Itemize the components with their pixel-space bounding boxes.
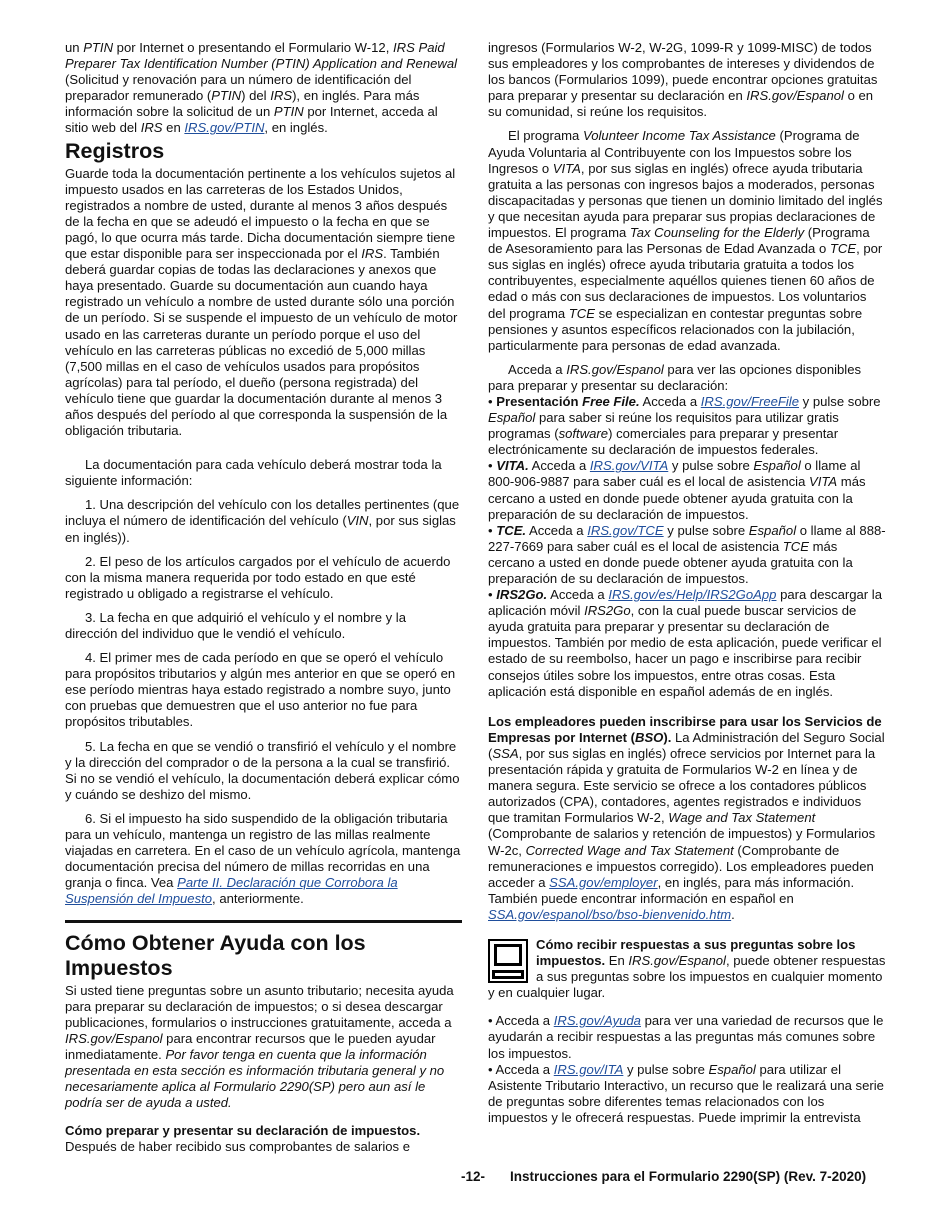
- text-run: IRS.gov/Espanol: [746, 88, 844, 104]
- record-item-3: 3. La fecha en que adquirió el vehículo y el nombre y la dirección del individuo que le vendió el vehículo.: [65, 609, 407, 641]
- record-item-2: 2. El peso de los artículos cargados por el vehículo de acuerdo con la misma manera requerida por todo estado en que esté registrado u obligado a registrarse el vehículo.: [65, 553, 451, 601]
- text-run: IRS: [140, 120, 163, 136]
- text-run: o llame al 888-227-7669 para saber cuál es el local de asistencia: [488, 522, 886, 554]
- text-run: Si usted tiene preguntas sobre un asunto tributario; necesita ayuda para preparar su declaración de impuestos; o si desea descargar publicaciones, formularios o instrucciones gratuitamente, acceda a: [65, 982, 454, 1030]
- text-run: Tax Counseling for the Elderly: [629, 225, 805, 241]
- text-run: Español: [488, 410, 536, 426]
- page-number: -12-: [461, 1169, 486, 1184]
- vita-tce-paragraph: [488, 128, 886, 353]
- text-run: Wage and Tax Statement: [668, 810, 816, 826]
- text-run: (Comprobante de salarios y retención de impuestos) y Formularios W-2c,: [488, 826, 876, 858]
- link[interactable]: IRS.gov/FreeFile: [700, 393, 800, 409]
- text-run: PTIN: [211, 88, 242, 104]
- text-run: más cercano a usted en donde puede obtener ayuda gratuita con la preparación de su declaración de impuestos.: [488, 538, 853, 586]
- bullet-irs2go: [488, 587, 886, 700]
- record-item-6: [65, 811, 462, 908]
- text-run: Español: [753, 458, 801, 474]
- text-run: IRS.gov/Espanol: [65, 1030, 163, 1046]
- text-run: IRS.gov/Espanol: [628, 953, 726, 969]
- computer-icon: [488, 939, 528, 983]
- text-run: .: [731, 906, 735, 922]
- text-run: , en inglés.: [264, 120, 328, 136]
- text-run: en: [162, 120, 185, 136]
- text-run: se especializan en contestar preguntas sobre pensiones y asuntos específicos relacionados con la jubilación, particularmente para personas de edad avanzada.: [488, 305, 863, 353]
- text-run: (Comprobante de remuneraciones e impuestos corregido). Los empleadores pueden acceder a: [488, 842, 874, 890]
- text-run: SSA: [492, 745, 519, 761]
- text-run: Los empleadores pueden inscribirse para usar los Servicios de Empresas por Internet (: [488, 713, 882, 745]
- text-run: El programa: [508, 128, 583, 144]
- text-run: IRS2Go: [584, 603, 631, 619]
- text-run: (Solicitud y renovación para un número de identificación del preparador remunerado (: [65, 72, 412, 104]
- link[interactable]: IRS.gov/VITA: [589, 458, 669, 474]
- text-run: ).: [663, 729, 672, 745]
- text-run: PTIN: [273, 104, 304, 120]
- text-run: , por sus siglas en inglés) ofrece ayuda tributaria gratuita a las personas con ingresos bajos a moderados, personas discapacitadas y personas que tienen un dominio limitado del inglés y que necesitan ayuda para preparar sus propias declaraciones de impuestos. El programa: [488, 160, 883, 241]
- text-run: por Internet o presentando el Formulario W-12,: [113, 40, 393, 55]
- text-run: TCE: [782, 538, 809, 554]
- text-run: Acceda a: [547, 587, 609, 603]
- text-run: Cómo recibir respuestas a sus preguntas sobre los impuestos.: [536, 936, 856, 969]
- text-run: ), en inglés. Para más información sobre la solicitud de un: [65, 88, 420, 120]
- text-run: , por sus siglas en inglés) ofrece ayuda tributaria gratuita a todos los contribuyentes, especialmente aquéllos quienes tienen 60 años de edad o más con sus declaraciones de impuestos. Los voluntarios del programa: [488, 241, 883, 321]
- text-run: Volunteer Income Tax Assistance: [582, 128, 776, 144]
- ayuda-paragraph: [65, 983, 462, 1112]
- link[interactable]: IRS.gov/TCE: [587, 522, 664, 538]
- right-column: [488, 40, 886, 1126]
- link[interactable]: IRS.gov/es/Help/IRS2GoApp: [608, 587, 777, 603]
- registros-info-paragraph: La documentación para cada vehículo deberá mostrar toda la siguiente información:: [65, 457, 442, 489]
- text-run: y pulse sobre: [799, 393, 881, 409]
- text-run: . También deberá guardar copias de todas las declaraciones y anexos que haya presentado. Guarde su documentación aun cuando haya registrado un vehículo a nombre de usted durante sólo una porción de un período. Si se suspende el impuesto de un vehículo de motor usado en las carreteras durante un período porque el uso del vehículo en las carreteras públicas no excedió de 5,000 millas (7,500 millas en el caso de vehículos usados para propósitos agrícolas) para tal período, el dueño (persona registrada) del vehículo tiene que guardar la documentación durante al menos 3 años después del período al que corresponda la suspensión de la obligación tributaria.: [65, 246, 458, 439]
- bullet-tce: [488, 523, 886, 587]
- bullet-ayuda: [488, 1013, 886, 1061]
- ingresos-paragraph: [488, 40, 886, 120]
- text-run: BSO: [634, 729, 664, 745]
- text-run: y pulse sobre: [663, 522, 749, 538]
- text-run: para descargar la aplicación móvil: [488, 587, 882, 619]
- registros-paragraph: [65, 166, 462, 440]
- link[interactable]: Parte II. Declaración que Corrobora la Suspensión del Impuesto: [65, 875, 398, 907]
- text-run: 6. Si el impuesto ha sido suspendido de la obligación tributaria para un vehículo, mantenga un registro de las millas realmente viajadas en carretera. En el caso de un vehículo agrícola, mantenga documentación precisa del número de millas recorridas en una granja o finca. Vea: [65, 810, 461, 891]
- link[interactable]: SSA.gov/espanol/bso/bso-bienvenido.htm: [488, 906, 732, 922]
- text-run: TCE.: [496, 522, 527, 538]
- link[interactable]: IRS.gov/ITA: [553, 1061, 624, 1077]
- text-run: • Acceda a: [488, 1013, 554, 1029]
- text-run: VITA: [552, 160, 581, 176]
- record-item-1: [65, 497, 462, 545]
- text-run: VIN: [346, 513, 369, 529]
- left-column: [65, 40, 462, 1155]
- text-run: Free File.: [582, 393, 640, 409]
- text-run: o en su comunidad, si reúne los requisitos.: [488, 88, 874, 120]
- text-run: , con la cual puede buscar servicios de ayuda gratuita para preparar y presentar su declaración de impuestos. También por medio de esta aplicación, puede verificar el estado de su reembolso, hacer un pago e inscribirse para recibir consejos útiles sobre los impuestos, entre otras cosas. Esta aplicación está disponible en español además de en inglés.: [488, 603, 882, 699]
- text-run: Después de haber recibido sus comprobantes de salarios e: [65, 1139, 411, 1155]
- text-run: Guarde toda la documentación pertinente a los vehículos sujetos al impuesto usados en las carreteras de los Estados Unidos, registrados a nombre de usted, durante al menos 3 años después de la fecha en que se adeudó el impuesto o la fecha en que se pagó, lo que ocurra más tarde. Dicha documentación siempre tiene que estar disponible para ser inspeccionada por el: [65, 165, 456, 262]
- text-run: Español: [748, 522, 797, 538]
- text-run: , por sus siglas en inglés) ofrece servicios por Internet para la presentación rápida y gratuita de Formularios W-2 en línea y de manera segura. Este servicio se ofrece a los contadores públicos autorizados (CPA), contadores, agentes registrados e individuos que tramitan Formularios W-2,: [488, 745, 876, 826]
- ptin-paragraph: [65, 40, 462, 137]
- text-run: En: [605, 953, 629, 969]
- record-item-4: 4. El primer mes de cada período en que se operó el vehículo para propósitos tributarios y algún mes anterior en que se operó en ese período mientras haya estado registrado a nombre suyo, junto con pruebas que demuestren que el uso anterior no fue para propósitos tributables.: [65, 650, 456, 730]
- text-run: Español: [708, 1061, 756, 1077]
- text-run: para saber si reúne los requisitos para utilizar gratis programas (: [488, 410, 839, 442]
- text-run: •: [488, 587, 497, 603]
- registros-heading: Registros: [65, 138, 165, 163]
- text-run: IRS2Go.: [496, 587, 548, 603]
- text-run: Acceda a: [639, 393, 701, 409]
- text-run: Corrected Wage and Tax Statement: [525, 842, 734, 858]
- text-run: por Internet, acceda al sitio web del: [65, 104, 438, 136]
- text-run: VITA.: [496, 458, 529, 474]
- footer-title: Instrucciones para el Formulario 2290(SP) (Rev. 7-2020): [510, 1169, 867, 1184]
- text-run: , puede obtener respuestas a sus preguntas sobre los impuestos en cualquier momento y en cualquier lugar.: [488, 953, 886, 1001]
- section-divider: [65, 920, 462, 923]
- bso-paragraph: [488, 714, 886, 923]
- text-run: IRS.gov/Espanol: [566, 361, 664, 377]
- text-run: , por sus siglas en inglés)).: [65, 513, 456, 545]
- text-run: , anteriormente.: [212, 891, 304, 907]
- text-run: un: [65, 40, 84, 55]
- text-run: ingresos (Formularios W-2, W-2G, 1099-R y 1099-MISC) de todos sus empleadores y los comprobantes de intereses y dividendos de los bancos (Formularios 1099), puede encontrar opciones gratuitas para preparar y presentar su declaración en: [488, 40, 878, 104]
- link[interactable]: IRS.gov/Ayuda: [553, 1013, 641, 1029]
- text-run: para utilizar el Asistente Tributario Interactivo, un recurso que le realizará una serie de preguntas sobre diferentes temas relacionados con los impuestos y le ofrecerá respuestas. Puede imprimir la entrevista: [488, 1061, 884, 1125]
- text-run: Acceda a: [526, 522, 588, 538]
- bullet-free-file: [488, 394, 886, 458]
- bullet-vita: [488, 458, 886, 522]
- ayuda-heading: Cómo Obtener Ayuda con los Impuestos: [65, 930, 366, 980]
- text-run: y pulse sobre: [668, 458, 754, 474]
- text-run: ) del: [241, 88, 271, 104]
- bullet-ita: [488, 1062, 886, 1126]
- text-run: Acceda a: [528, 458, 590, 474]
- text-run: IRS: [270, 88, 293, 104]
- text-run: más cercano a usted en donde puede obtener ayuda gratuita con la preparación de su declaración de impuestos.: [488, 474, 866, 522]
- text-run: IRS Paid Preparer Tax Identification Number (PTIN) Application and Renewal: [65, 40, 458, 72]
- text-run: TCE: [829, 241, 857, 257]
- text-run: software: [558, 426, 609, 442]
- text-run: 1. Una descripción del vehículo con los detalles pertinentes (que incluya el número de identificación del vehículo (: [65, 497, 460, 529]
- text-run: para encontrar recursos que le pueden ayudar inmediatamente.: [65, 1030, 436, 1062]
- link[interactable]: SSA.gov/employer: [549, 874, 658, 890]
- text-run: ) comerciales para preparar y presentar electrónicamente su declaración de impuestos federales.: [488, 426, 839, 458]
- opciones-paragraph: [488, 362, 886, 394]
- text-run: TCE: [568, 305, 595, 321]
- text-run: VITA: [809, 474, 838, 490]
- text-run: •: [488, 393, 497, 409]
- tip-box: [488, 937, 886, 1001]
- text-run: • Acceda a: [488, 1061, 554, 1077]
- text-run: para ver las opciones disponibles para preparar y presentar su declaración:: [488, 361, 862, 393]
- text-run: Presentación: [496, 393, 583, 409]
- text-run: o llame al 800-906-9887 para saber cuál es el local de asistencia: [488, 458, 861, 490]
- tip-text: [488, 937, 886, 1001]
- preparar-paragraph: [65, 1123, 462, 1155]
- text-run: La Administración del Seguro Social (: [488, 729, 885, 761]
- text-run: Acceda a: [508, 361, 567, 377]
- text-run: Cómo preparar y presentar su declaración de impuestos.: [65, 1123, 421, 1139]
- text-run: PTIN: [83, 40, 114, 55]
- text-run: , en inglés, para más información. También puede encontrar información en español en: [488, 874, 855, 906]
- text-run: (Programa de Ayuda Voluntaria al Contribuyente con los Impuestos sobre los Ingresos o: [488, 128, 860, 176]
- text-run: •: [488, 458, 497, 474]
- text-run: Por favor tenga en cuenta que la información presentada en esta sección es información tributaria general y no necesariamente aplica al Formulario 2290(SP) pero aun así le podría ser de ayuda a usted.: [65, 1046, 445, 1111]
- record-item-5: 5. La fecha en que se vendió o transfirió el vehículo y el nombre y la dirección del comprador o de la persona a la cual se transfirió. Si no se vendió el vehículo, la documentación deberá explicar cómo y cuándo se deshizo del mismo.: [65, 738, 460, 802]
- text-run: y pulse sobre: [623, 1061, 709, 1077]
- link[interactable]: IRS.gov/PTIN: [184, 120, 265, 136]
- text-run: IRS: [361, 246, 384, 262]
- text-run: •: [488, 522, 497, 538]
- text-run: para ver una variedad de recursos que le ayudarán a recibir respuestas a las preguntas más comunes sobre los impuestos.: [488, 1013, 884, 1061]
- text-run: (Programa de Asesoramiento para las Personas de Edad Avanzada o: [488, 225, 870, 257]
